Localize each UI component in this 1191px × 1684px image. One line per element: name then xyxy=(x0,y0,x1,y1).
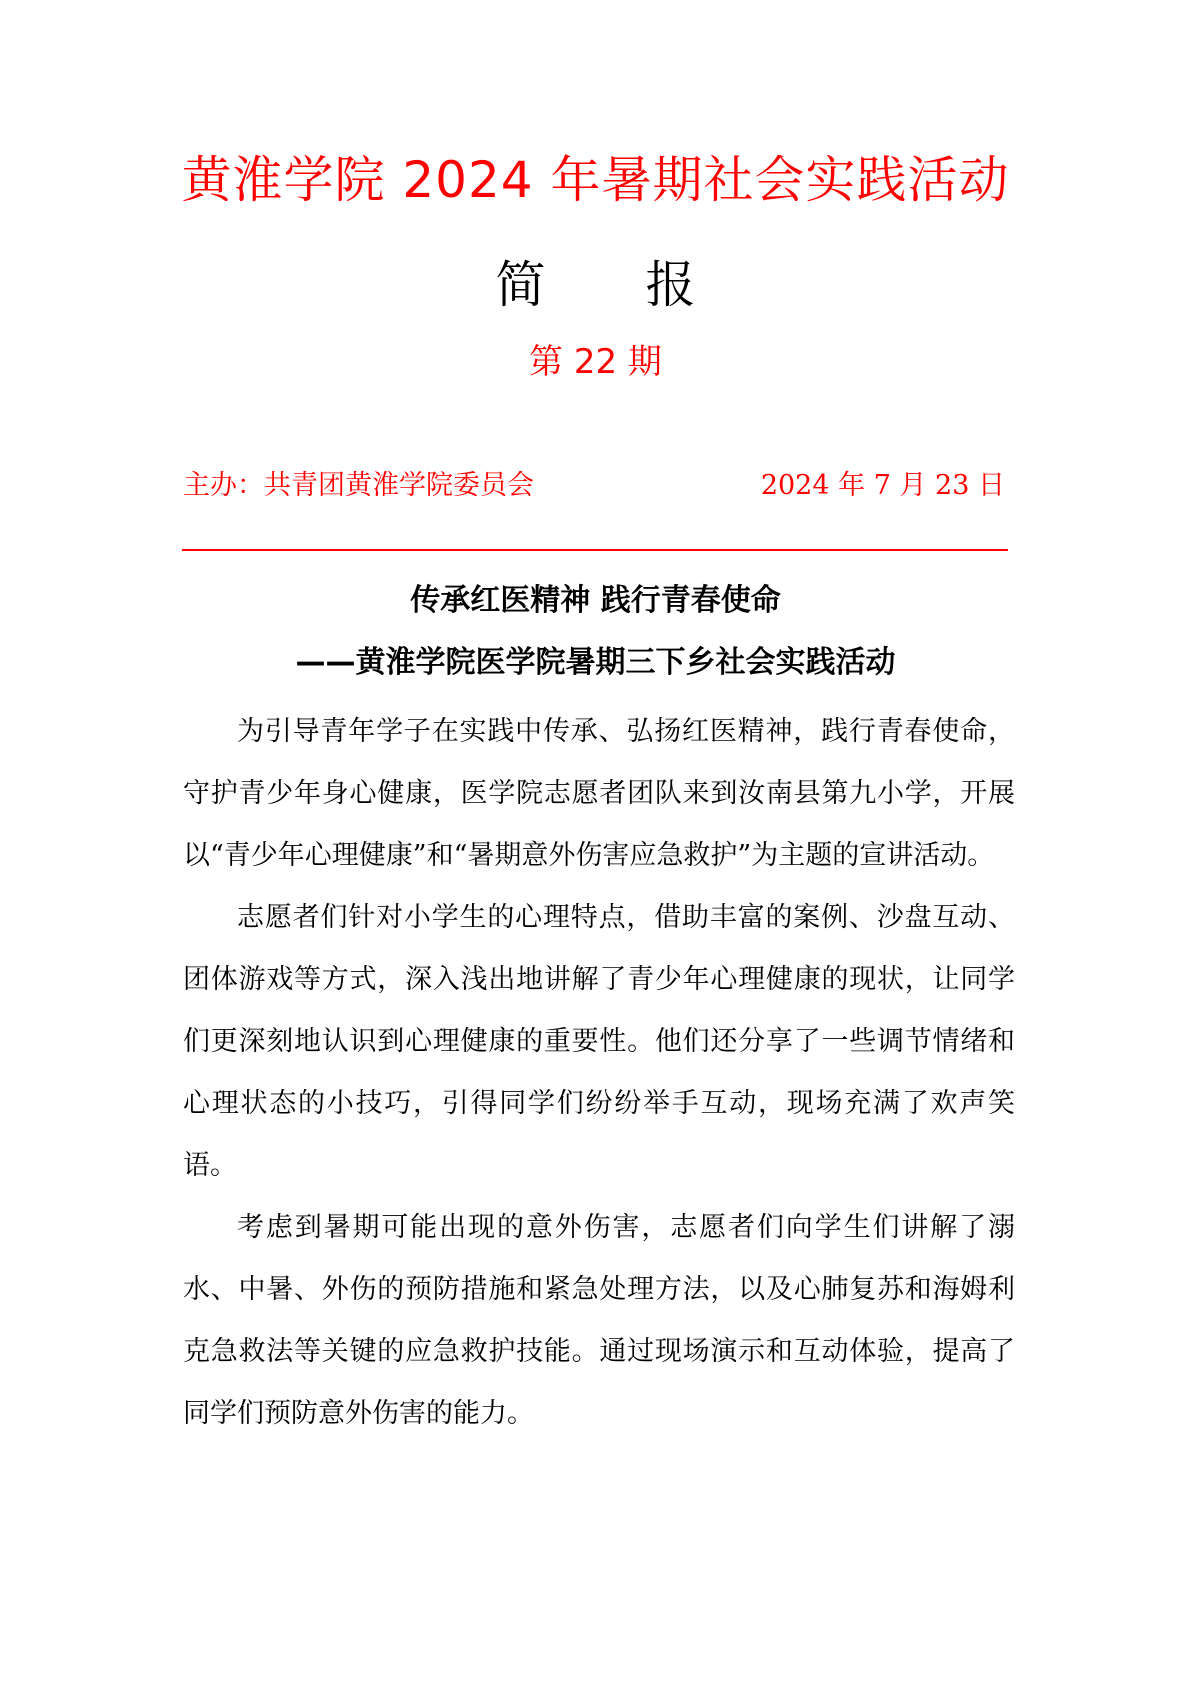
publish-date: 2024 年 7 月 23 日 xyxy=(760,470,1005,501)
host-date-row xyxy=(183,470,1005,502)
article-body xyxy=(183,701,1015,1445)
article-subtitle: ——黄淮学院医学院暑期三下乡社会实践活动 xyxy=(295,645,896,680)
issue-number: 第 22 期 xyxy=(529,342,662,382)
host-organization: 主办：共青团黄淮学院委员会 xyxy=(183,470,534,501)
bulletin-subtitle: 简 报 xyxy=(495,256,696,314)
paragraph: 志愿者们针对小学生的心理特点，借助丰富的案例、沙盘互动、团体游戏等方式，深入浅出地讲解了青少年心理健康的现状，让同学们更深刻地认识到心理健康的重要性。他们还分享了一些调节情绪和心理状态的小技巧，引得同学们纷纷举手互动，现场充满了欢声笑语。 xyxy=(183,902,1015,1181)
header-divider xyxy=(182,549,1008,551)
article-title: 传承红医精神 践行青春使命 xyxy=(410,583,781,618)
paragraph: 为引导青年学子在实践中传承、弘扬红医精神，践行青春使命，守护青少年身心健康，医学院志愿者团队来到汝南县第九小学，开展以“青少年心理健康”和“暑期意外伤害应急救护”为主题的宣讲活动。 xyxy=(183,716,1015,871)
bulletin-header-title: 黄淮学院 2024 年暑期社会实践活动 xyxy=(181,151,1010,209)
paragraph: 考虑到暑期可能出现的意外伤害，志愿者们向学生们讲解了溺水、中暑、外伤的预防措施和紧急处理方法，以及心肺复苏和海姆利克急救法等关键的应急救护技能。通过现场演示和互动体验，提高了同学们预防意外伤害的能力。 xyxy=(183,1212,1015,1429)
